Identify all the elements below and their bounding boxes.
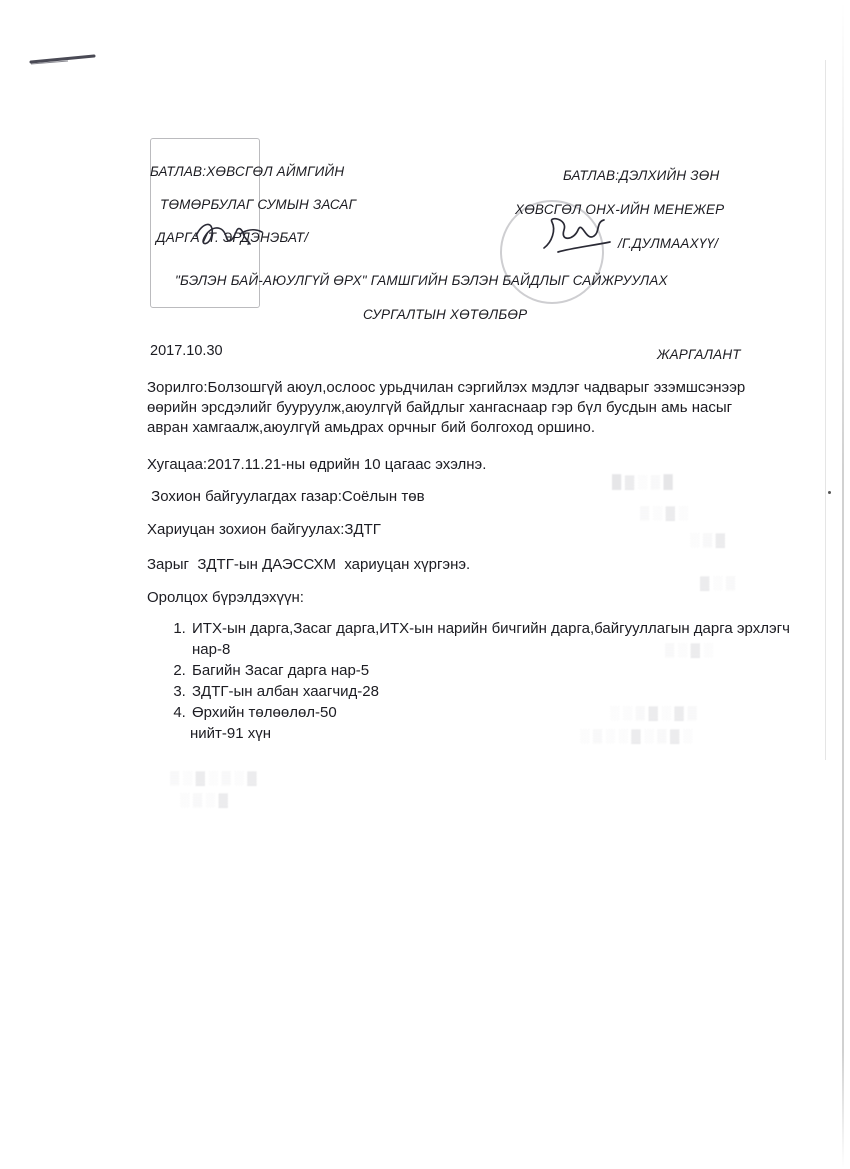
bleed-through: ░ ▒ ░ ░ ▓ ░ ▒ ▓ ░: [580, 728, 693, 743]
approval-right-line3: /Г.ДУЛМААХҮҮ/: [618, 236, 719, 251]
bleed-through: ░ ▒ ░ ▓: [180, 792, 228, 807]
document-date: 2017.10.30: [150, 343, 223, 359]
bleed-through: ▒ ░ ▓ ░ ▒ ░ ▓: [170, 770, 257, 785]
scan-edge-line: [825, 60, 826, 760]
list-item: 1. ИТХ-ын дарга,Засаг дарга,ИТХ-ын нарийн бичгийн дарга,байгууллагын дарга эрхлэгч нар-8: [190, 618, 790, 660]
bleed-through: ░ ▒ ▓: [690, 532, 726, 547]
document-title-line1: "БЭЛЭН БАЙ-АЮУЛГҮЙ ӨРХ" ГАМШГИЙН БЭЛЭН БАЙДЛЫГ САЙЖРУУЛАХ: [175, 273, 668, 288]
pen-mark: [28, 52, 98, 66]
bleed-through: ▓ ░ ▒: [700, 575, 736, 590]
approval-left-line3: ДАРГА /Т. ЭРДЭНЭБАТ/: [156, 230, 309, 245]
bleed-through: ▒ ░ ▓ ░: [665, 642, 713, 657]
participants-list: [150, 618, 790, 723]
bleed-through: ░ ░ ▒ ▓ ░ ▓ ▒: [610, 705, 697, 720]
document-place: ЖАРГАЛАНТ: [657, 347, 741, 362]
approval-right-line1: БАТЛАВ:ДЭЛХИЙН ЗӨН: [563, 168, 720, 183]
approval-left-line1: БАТЛАВ:ХӨВСГӨЛ АЙМГИЙН: [150, 164, 345, 179]
signature-left: [192, 216, 272, 256]
bleed-through: ▒ ░ ▓ ░: [640, 505, 688, 520]
approval-right-line2: ХӨВСГӨЛ ОНХ-ИЙН МЕНЕЖЕР: [515, 202, 725, 217]
document-title-line2: СУРГАЛТЫН ХӨТӨЛБӨР: [363, 307, 528, 322]
venue-line: Зохион байгуулагдах газар:Соёлын төв: [147, 488, 425, 505]
time-line: Хугацаа:2017.11.21-ны өдрийн 10 цагаас эхэлнэ.: [147, 456, 487, 473]
goal-paragraph: Зорилго:Болзошгүй аюул,ослоос урьдчилан сэргийлэх мэдлэг чадварыг эзэмшсэнээр өөрийн эрсдэлийг бууруулж,аюулгүй байдлыг хангаснаар гэр бүл бусдын амь насыг авран хамгаалж,аюулгүй амьдрах орчныг бий болгоход оршино.: [147, 379, 746, 436]
approval-left-line2: ТӨМӨРБУЛАГ СУМЫН ЗАСАГ: [160, 197, 357, 212]
participants-label: Оролцох бүрэлдэхүүн:: [147, 589, 304, 606]
bleed-through: █ ▓ ░ ▒ █: [612, 474, 673, 489]
list-item: 3. ЗДТГ-ын албан хаагчид-28: [190, 681, 790, 702]
scan-dot: [828, 491, 831, 494]
organizer-line: Хариуцан зохион байгуулах:ЗДТГ: [147, 521, 381, 538]
total-line: нийт-91 хүн: [190, 725, 272, 742]
notice-line: Зарыг ЗДТГ-ын ДАЭССХМ хариуцан хүргэнэ.: [147, 556, 471, 573]
scan-edge-shadow: [842, 0, 844, 1169]
list-item: 2. Багийн Засаг дарга нар-5: [190, 660, 790, 681]
list-item: 4. Өрхийн төлөөлөл-50: [190, 702, 790, 723]
signature-right: [538, 212, 618, 258]
